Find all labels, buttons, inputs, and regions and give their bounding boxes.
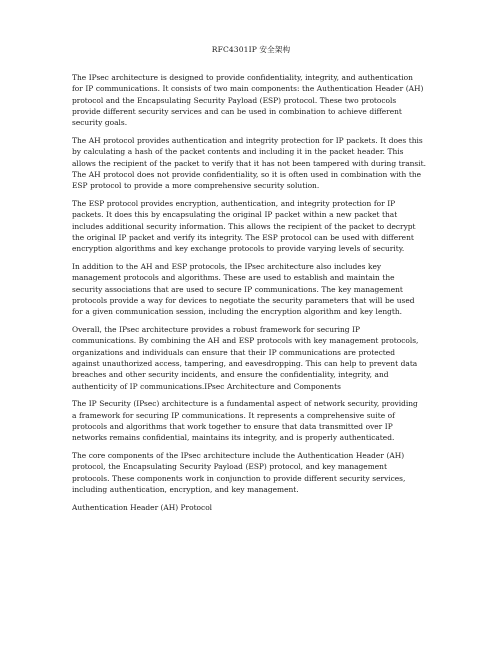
paragraph-line: allows the recipient of the packet to verify that it has not been tampered with during transit. bbox=[72, 158, 426, 168]
paragraph-line: provide different security services and can be used in combination to achieve different bbox=[72, 107, 402, 117]
paragraph-line: Overall, the IPsec architecture provides a robust framework for securing IP bbox=[72, 325, 361, 335]
paragraph bbox=[72, 324, 430, 392]
paragraph-line: communications. By combining the AH and ESP protocols with key management protocols, bbox=[72, 336, 419, 346]
paragraph bbox=[72, 261, 430, 318]
document-body bbox=[72, 72, 430, 495]
paragraph-line: against unauthorized access, tampering, and eavesdropping. This can help to prevent data bbox=[72, 359, 418, 369]
document-title: RFC4301IP 安全架构 bbox=[211, 45, 291, 54]
paragraph-line: for IP communications. It consists of two main components: the Authentication Header (AH) bbox=[72, 84, 424, 94]
document-page bbox=[72, 44, 430, 513]
paragraph-line: management protocols and algorithms. These are used to establish and maintain the bbox=[72, 273, 395, 283]
paragraph-line: In addition to the AH and ESP protocols, the IPsec architecture also includes key bbox=[72, 262, 382, 272]
paragraph-line: protocols and algorithms that work together to ensure that data transmitted over IP bbox=[72, 422, 393, 432]
paragraph-line: including authentication, encryption, and key management. bbox=[72, 485, 299, 495]
paragraph-line: the original IP packet and verify its integrity. The ESP protocol can be used with different bbox=[72, 233, 414, 243]
paragraph bbox=[72, 135, 430, 192]
paragraph bbox=[72, 398, 430, 443]
paragraph-line: The IP Security (IPsec) architecture is a fundamental aspect of network security, providing bbox=[72, 399, 418, 409]
paragraph-line: a framework for securing IP communications. It represents a comprehensive suite of bbox=[72, 410, 395, 420]
paragraph-line: The AH protocol provides authentication and integrity protection for IP packets. It does this bbox=[72, 136, 423, 146]
paragraph-line: protocol, the Encapsulating Security Payload (ESP) protocol, and key management bbox=[72, 462, 387, 472]
paragraph-line: includes additional security information. This allows the recipient of the packet to decrypt bbox=[72, 221, 416, 231]
paragraph-line: The IPsec architecture is designed to provide confidentiality, integrity, and authentication bbox=[72, 73, 413, 82]
paragraph-line: The AH protocol does not provide confidentiality, so it is often used in combination with the bbox=[72, 170, 422, 180]
paragraph-line: ESP protocol to provide a more comprehensive security solution. bbox=[72, 181, 320, 191]
section-heading: Authentication Header (AH) Protocol bbox=[72, 502, 213, 512]
paragraph-line: security goals. bbox=[72, 118, 128, 128]
paragraph-line: protocol and the Encapsulating Security Payload (ESP) protocol. These two protocols bbox=[72, 95, 397, 105]
paragraph-line: by calculating a hash of the packet contents and including it in the packet header. This bbox=[72, 147, 404, 157]
paragraph-line: The core components of the IPsec architecture include the Authentication Header (AH) bbox=[72, 451, 405, 461]
paragraph-line: organizations and individuals can ensure that their IP communications are protected bbox=[72, 347, 395, 357]
paragraph bbox=[72, 72, 430, 129]
paragraph bbox=[72, 198, 430, 255]
paragraph-line: protocols provide a way for devices to negotiate the security parameters that will be used bbox=[72, 296, 415, 306]
paragraph-line: networks remains confidential, maintains its integrity, and is properly authenticated. bbox=[72, 433, 395, 443]
paragraph-line: encryption algorithms and key exchange protocols to provide varying levels of security. bbox=[72, 244, 405, 254]
paragraph-line: for a given communication session, including the encryption algorithm and key length. bbox=[72, 307, 403, 317]
paragraph-line: packets. It does this by encapsulating the original IP packet within a new packet that bbox=[72, 210, 398, 220]
paragraph-line: protocols. These components work in conjunction to provide different security services, bbox=[72, 473, 406, 483]
paragraph-line: security associations that are used to secure IP communications. The key management bbox=[72, 284, 403, 294]
paragraph-line: breaches and other security incidents, and ensure the confidentiality, integrity, and bbox=[72, 370, 389, 380]
paragraph-line: authenticity of IP communications.IPsec Architecture and Components bbox=[72, 381, 341, 391]
paragraph bbox=[72, 450, 430, 495]
paragraph-line: The ESP protocol provides encryption, authentication, and integrity protection for IP bbox=[72, 199, 396, 209]
